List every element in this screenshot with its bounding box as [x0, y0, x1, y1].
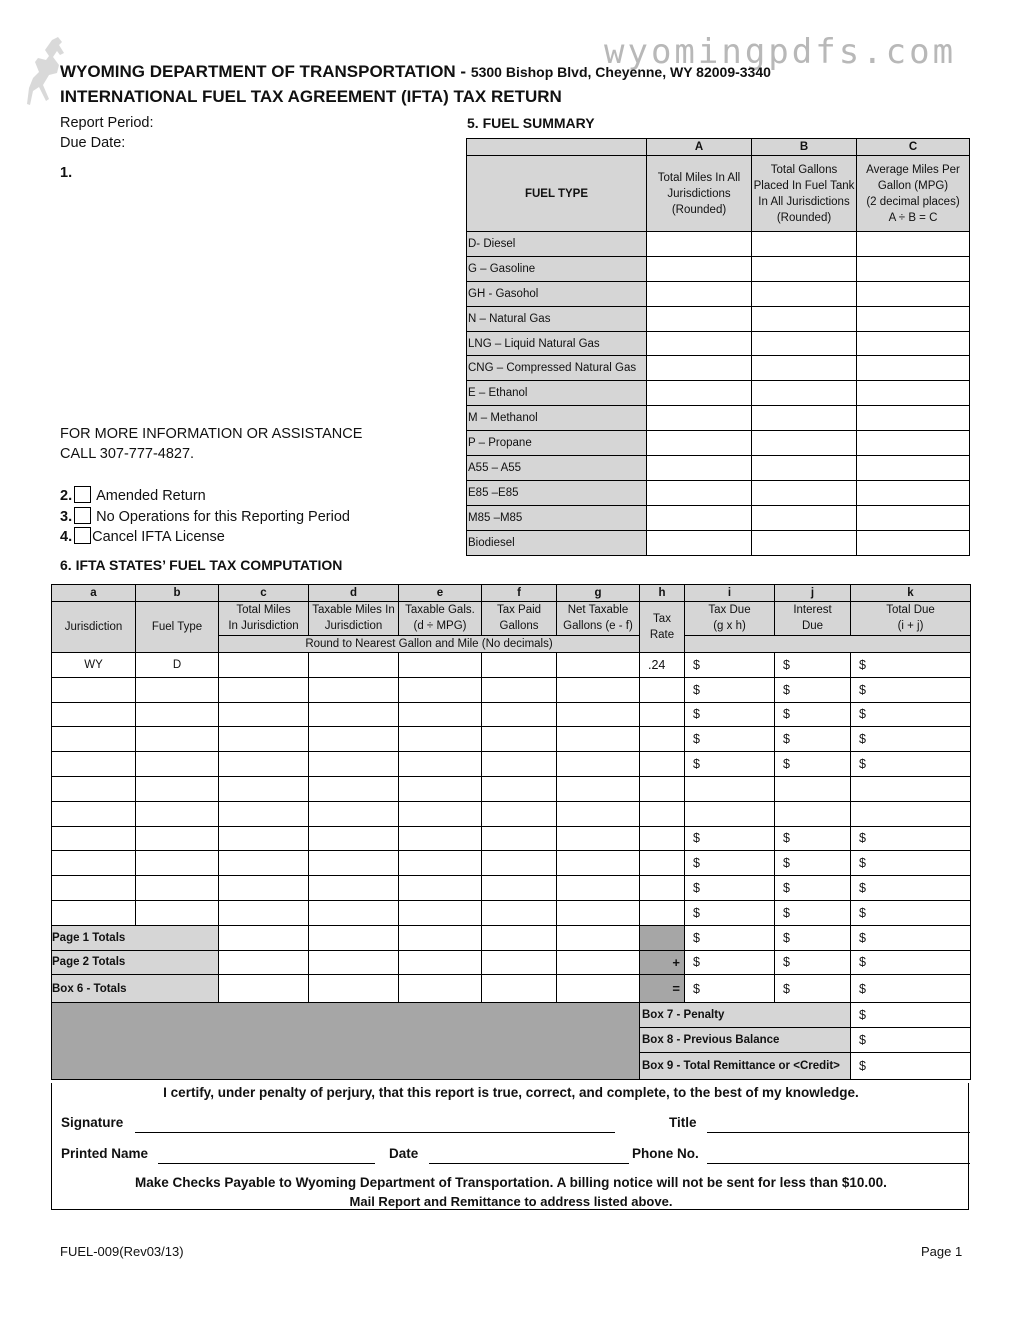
box9-value[interactable]: $	[851, 1053, 971, 1080]
fuel-row: P – Propane	[467, 431, 970, 456]
fuel-row: N – Natural Gas	[467, 306, 970, 331]
amended-return-checkbox[interactable]	[74, 486, 91, 503]
fuel-row: GH - Gasohol	[467, 281, 970, 306]
signature-label: Signature	[61, 1115, 124, 1130]
box7-value[interactable]: $	[851, 1003, 971, 1028]
option-amended-return: 2. Amended Return	[60, 488, 206, 504]
printed-name-line[interactable]	[158, 1162, 375, 1164]
option-no-operations: 3. No Operations for this Reporting Period	[60, 509, 350, 525]
cancel-license-checkbox[interactable]	[74, 527, 91, 544]
fuel-row: E – Ethanol	[467, 381, 970, 406]
page2-totals-row: Page 2 Totals + $ $ $	[52, 950, 971, 975]
table-row: $ $ $	[52, 851, 971, 876]
box9-label: Box 9 - Total Remittance or <Credit>	[640, 1053, 851, 1080]
fuel-row: M85 –M85	[467, 505, 970, 530]
total-miles-header: Total Miles In Jurisdiction	[219, 602, 309, 636]
box8-label: Box 8 - Previous Balance	[640, 1028, 851, 1053]
certification-statement: I certify, under penalty of perjury, that this report is true, correct, and complete, to the best of my knowledge.	[163, 1085, 859, 1100]
equals-sign: =	[640, 975, 685, 1003]
taxable-gals-header: Taxable Gals. (d ÷ MPG)	[399, 602, 482, 636]
box7-label: Box 7 - Penalty	[640, 1003, 851, 1028]
box6-totals-row: Box 6 - Totals = $ $ $	[52, 975, 971, 1003]
col-letter-b: B	[752, 139, 857, 156]
taxable-miles-header: Taxable Miles In Jurisdiction	[309, 602, 399, 636]
assistance-line-1: FOR MORE INFORMATION OR ASSISTANCE	[60, 426, 363, 442]
computation-title: 6. IFTA STATES’ FUEL TAX COMPUTATION	[60, 557, 343, 573]
item-1-label: 1.	[60, 165, 73, 181]
table-row: $ $ $	[52, 677, 971, 702]
printed-name-label: Printed Name	[61, 1146, 149, 1161]
option-cancel-license: 4. Cancel IFTA License	[60, 529, 225, 545]
table-row: $ $ $	[52, 826, 971, 851]
col-letter-a: A	[647, 139, 752, 156]
date-line[interactable]	[429, 1162, 629, 1164]
table-row: WY D .24 $ $ $	[52, 653, 971, 678]
agency-address: 5300 Bishop Blvd, Cheyenne, WY 82009-3340	[470, 64, 771, 80]
net-taxable-gallons-header: Net Taxable Gallons (e - f)	[557, 602, 640, 636]
mpg-header: Average Miles Per Gallon (MPG) (2 decimal places) A ÷ B = C	[857, 156, 970, 232]
fuel-type-header: Fuel Type	[136, 602, 219, 653]
fuel-row: M – Methanol	[467, 406, 970, 431]
fuel-summary-table	[466, 138, 970, 556]
total-due-header: Total Due (i + j)	[851, 602, 971, 636]
fuel-row: G – Gasoline	[467, 256, 970, 281]
fuel-row: CNG – Compressed Natural Gas	[467, 356, 970, 381]
mail-note: Mail Report and Remittance to address listed above.	[349, 1194, 673, 1209]
agency-title: WYOMING DEPARTMENT OF TRANSPORTATION - 5300 Bishop Blvd, Cheyenne, WY 82009-3340	[60, 62, 771, 81]
fuel-row: D- Diesel	[467, 232, 970, 257]
interest-due-header: Interest Due	[775, 602, 851, 636]
box8-value[interactable]: $	[851, 1028, 971, 1053]
fuel-type-cell[interactable]: D	[136, 653, 219, 678]
payable-note: Make Checks Payable to Wyoming Department of Transportation. A billing notice will not be sent for less than $10.00.	[135, 1175, 887, 1190]
fuel-type-header: FUEL TYPE	[467, 156, 647, 232]
due-date-label: Due Date:	[60, 135, 126, 151]
title-line[interactable]	[707, 1131, 970, 1133]
table-row: $ $ $	[52, 702, 971, 727]
fuel-row: E85 –E85	[467, 480, 970, 505]
title-label: Title	[669, 1115, 697, 1130]
page1-totals-label: Page 1 Totals	[52, 925, 219, 950]
total-gallons-header: Total Gallons Placed In Fuel Tank In All Jurisdictions (Rounded)	[752, 156, 857, 232]
no-operations-checkbox[interactable]	[74, 507, 91, 524]
table-row	[52, 776, 971, 801]
plus-sign: +	[640, 950, 685, 975]
page2-totals-label: Page 2 Totals	[52, 950, 219, 975]
tax-rate-header: Tax Rate	[640, 602, 685, 653]
phone-label: Phone No.	[632, 1146, 699, 1161]
form-title: INTERNATIONAL FUEL TAX AGREEMENT (IFTA) TAX RETURN	[60, 87, 562, 106]
report-period-label: Report Period:	[60, 115, 154, 131]
fuel-row: A55 – A55	[467, 456, 970, 481]
fuel-summary-title: 5. FUEL SUMMARY	[467, 115, 595, 131]
table-row	[52, 801, 971, 826]
table-row: $ $ $	[52, 727, 971, 752]
table-row: $ $ $	[52, 752, 971, 777]
tax-due-header: Tax Due (g x h)	[685, 602, 775, 636]
form-number: FUEL-009(Rev03/13)	[60, 1244, 184, 1259]
fuel-row: LNG – Liquid Natural Gas	[467, 331, 970, 356]
col-letter-c: C	[857, 139, 970, 156]
box6-totals-label: Box 6 - Totals	[52, 975, 219, 1003]
jurisdiction-header: Jurisdiction	[52, 602, 136, 653]
tax-rate-cell[interactable]: .24	[640, 653, 685, 678]
signature-line[interactable]	[135, 1131, 615, 1133]
watermark: wyomingpdfs.com	[604, 32, 957, 72]
phone-line[interactable]	[707, 1162, 970, 1164]
certification-section	[51, 1083, 969, 1210]
page1-totals-row: Page 1 Totals $ $ $	[52, 925, 971, 950]
page-number: Page 1	[921, 1244, 963, 1259]
table-row: $ $ $	[52, 876, 971, 901]
round-note: Round to Nearest Gallon and Mile (No decimals)	[219, 635, 640, 652]
date-label: Date	[389, 1146, 419, 1161]
assistance-line-2: CALL 307-777-4827.	[60, 446, 195, 462]
total-miles-header: Total Miles In All Jurisdictions (Rounded)	[647, 156, 752, 232]
jurisdiction-cell[interactable]: WY	[52, 653, 136, 678]
tax-paid-gallons-header: Tax Paid Gallons	[482, 602, 557, 636]
computation-table: a b c d e f g h i j k Jurisdiction Fuel Type Total Miles In Jurisdiction Taxable Miles In Jurisdiction Taxable Gals. (d ÷ MPG) Tax Paid Gallons Net Taxable Gallons (e - f) Tax Rate Tax Due (g x h) Interest Due Total Due (i + j) Round to Nearest Gallon and Mile (No decimals) WY D .24 $ $ $ $ $ $ $ $ $ $ $ $ $ $ $ $ $ $ $ $ $ $ $ $ $ $ $ Page 1 Totals $ $ $ Page 2 Totals + $ $ $ Box 6 - Totals = $ $ $ Box 7 - Penalty $ Box 8 - Previous Balance $ Box 9 - Total Remittance or <Credit> $	[51, 584, 971, 1080]
table-row: $ $ $	[52, 900, 971, 925]
fuel-row: Biodiesel	[467, 530, 970, 555]
